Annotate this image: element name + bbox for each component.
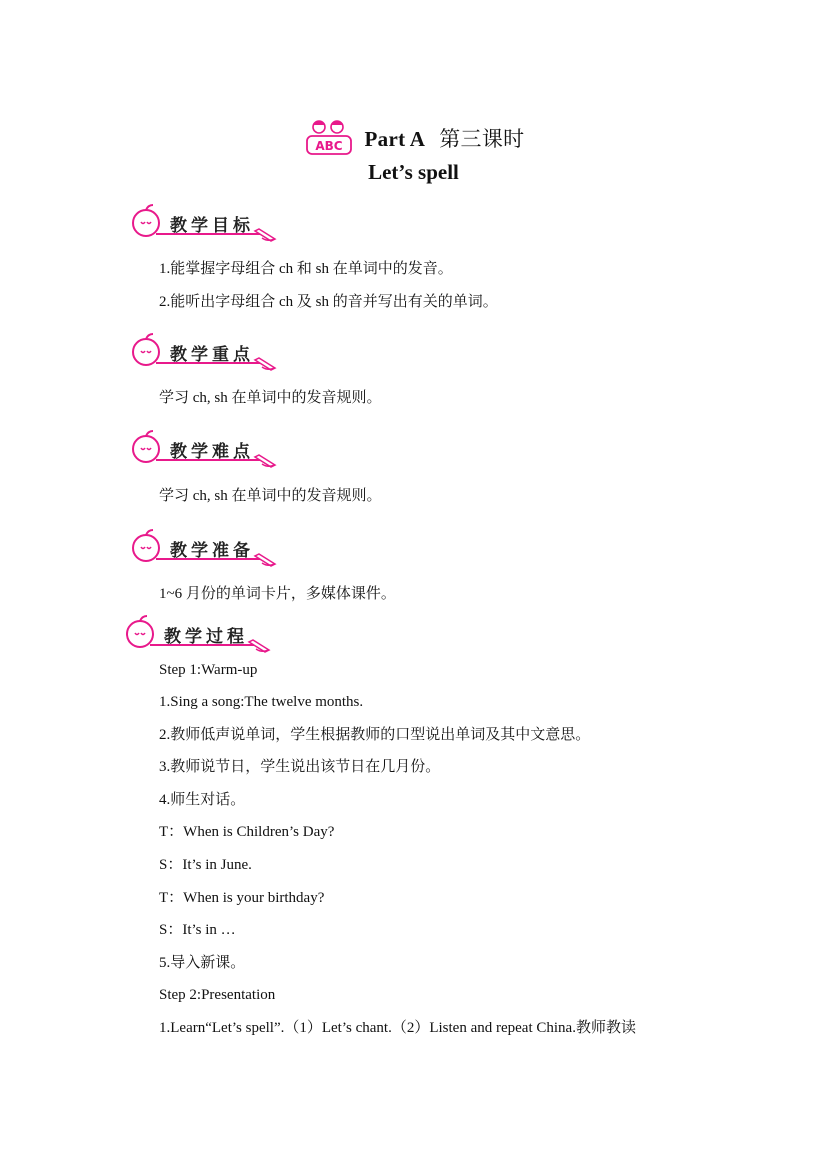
- body-line: 5.导入新课。: [159, 955, 246, 971]
- page-subtitle: Let’s spell: [368, 160, 459, 184]
- body-line: Step 2:Presentation: [159, 987, 276, 1003]
- body-line: S：It’s in June.: [159, 857, 252, 873]
- page-title: [0, 118, 827, 158]
- body-line: 1.Learn“Let’s spell”.（1）Let’s chant.（2）Listen and repeat China.教师教读: [159, 1020, 636, 1036]
- body-line: 2.能听出字母组合 ch 及 sh 的音并写出有关的单词。: [159, 294, 498, 310]
- body-line: 1~6 月份的单词卡片，多媒体课件。: [159, 586, 396, 602]
- section-header-difficulties: [126, 429, 286, 469]
- body-line: Step 1:Warm-up: [159, 662, 258, 678]
- body-line: 学习 ch, sh 在单词中的发音规则。: [159, 488, 382, 504]
- body-line: 1.能掌握字母组合 ch 和 sh 在单词中的发音。: [159, 261, 453, 277]
- section-title: 教学难点: [170, 442, 254, 462]
- section-title: 教学重点: [170, 345, 254, 365]
- body-line: S：It’s in …: [159, 922, 236, 938]
- body-line: 1.Sing a song:The twelve months.: [159, 694, 364, 710]
- section-header-preparation: [126, 528, 286, 568]
- section-title: 教学目标: [170, 216, 254, 236]
- body-line: 4.师生对话。: [159, 792, 246, 808]
- body-line: 3.教师说节日，学生说出该节日在几月份。: [159, 759, 441, 775]
- kids-abc-logo-icon: [303, 118, 359, 158]
- section-title: 教学过程: [164, 627, 248, 647]
- section-title: 教学准备: [170, 541, 254, 561]
- body-line: 2.教师低声说单词，学生根据教师的口型说出单词及其中文意思。: [159, 727, 591, 743]
- section-header-objectives: [126, 203, 286, 243]
- body-line: T：When is your birthday?: [159, 890, 325, 906]
- lesson-label: 第三课时: [439, 127, 525, 151]
- section-header-process: [120, 614, 280, 654]
- part-label: Part A: [364, 127, 426, 151]
- body-line: 学习 ch, sh 在单词中的发音规则。: [159, 390, 382, 406]
- body-line: T：When is Children’s Day?: [159, 824, 335, 840]
- svg-text:ABC: ABC: [314, 139, 343, 153]
- section-header-key-points: [126, 332, 286, 372]
